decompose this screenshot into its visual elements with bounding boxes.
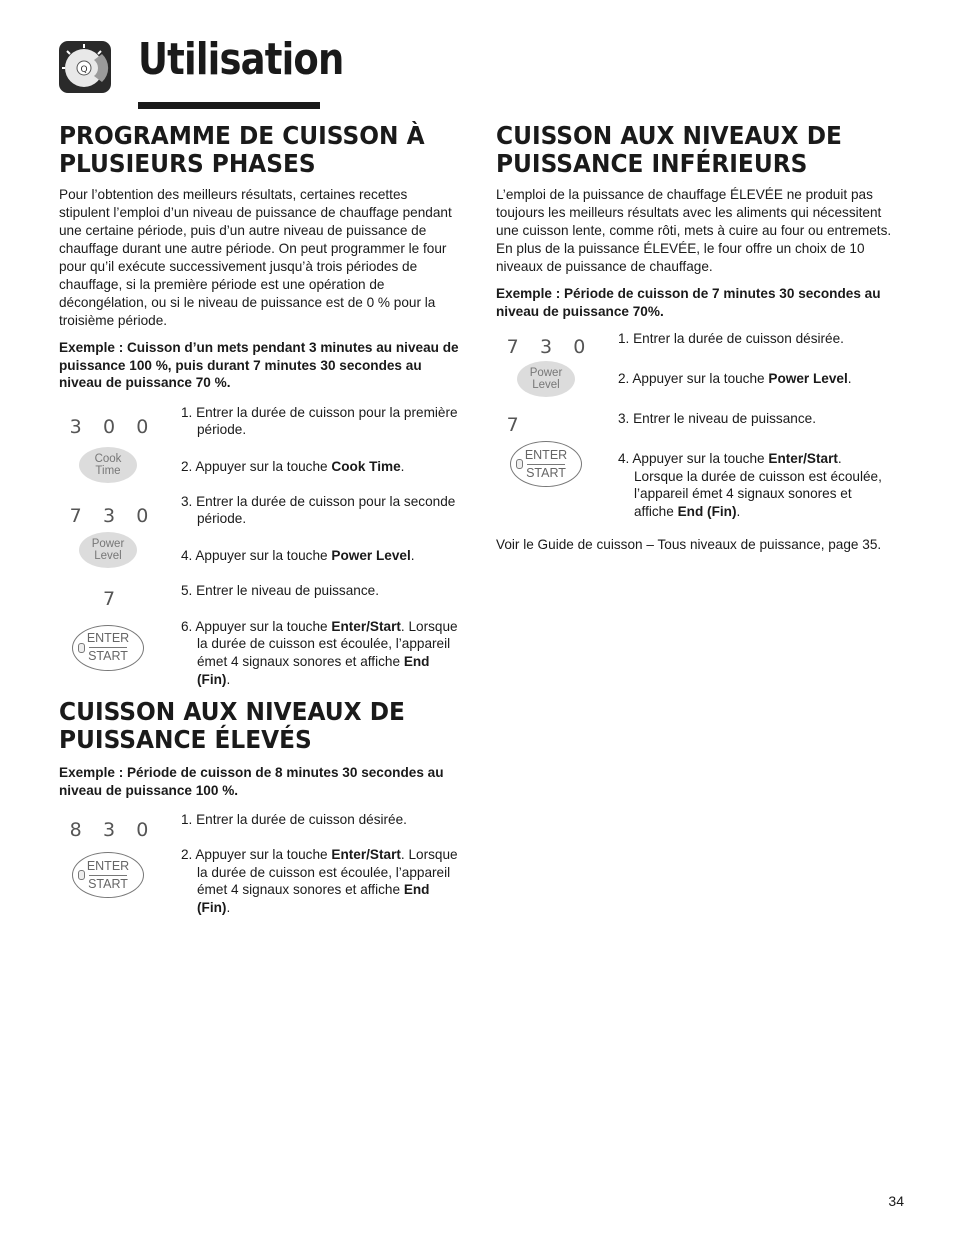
section-heading: PROGRAMME DE CUISSON À PLUSIEURS PHASES	[59, 121, 425, 178]
digit-keys: 8 3 0	[69, 819, 149, 841]
enter-start-key: ENTER START	[510, 441, 582, 487]
step-3: 3. Entrer la durée de cuisson pour la seconde période.	[181, 493, 456, 527]
section-heading: CUISSON AUX NIVEAUX DE PUISSANCE ÉLEVÉS	[59, 697, 405, 754]
step-1: 1. Entrer la durée de cuisson désirée.	[618, 331, 844, 346]
footnote-text: Voir le Guide de cuisson – Tous niveaux de puissance, page 35.	[496, 537, 882, 552]
steps-list	[59, 807, 459, 937]
section-low-power	[496, 122, 892, 554]
section-intro: Pour l’obtention des meilleurs résultats, certaines recettes stipulent l’emploi d’un niveau de puissance de chauffage pendant une certaine période, puis d’un autre niveau de puissance de chauffage durant une autre période. On peut programmer le four pour qu’il exécute successivement jusqu’à trois périodes de chauffage, si la première période est une opération de décongélation, ou si le niveau de puissance est de 0 % pour la troisième période.	[59, 187, 452, 328]
step-4: 4. Appuyer sur la touche Power Level.	[181, 547, 415, 563]
example-text: Exemple : Cuisson d’un mets pendant 3 minutes au niveau de puissance 100 %, puis durant 7 minutes 30 secondes au niveau de puissance 70 %.	[59, 340, 459, 390]
enter-start-key: ENTER START	[72, 625, 144, 671]
section-intro: L’emploi de la puissance de chauffage ÉLEVÉE ne produit pas toujours les meilleurs résultats avec les aliments qui nécessitent une cuisson lente, comme rôti, mets à cuire au four ou entremets. En plus de la puissance ÉLEVÉE, le four offre un choix de 10 niveaux de puissance de chauffage.	[496, 187, 892, 274]
step-6: 6. Appuyer sur la touche Enter/Start. Lorsque la durée de cuisson est écoulée, l’appareil émet 4 signaux sonores et affiche End (Fin).	[181, 618, 458, 687]
key-led-icon	[78, 870, 85, 880]
step-2: 2. Appuyer sur la touche Power Level.	[618, 371, 852, 386]
step-1: 1. Entrer la durée de cuisson pour la première période.	[181, 404, 458, 438]
page-number: 34	[888, 1193, 904, 1209]
power-level-key: Power Level	[79, 532, 137, 568]
utilisation-dial-icon	[58, 40, 112, 94]
digit-keys: 7	[506, 414, 519, 436]
digit-keys: 7	[102, 587, 116, 610]
key-led-icon	[516, 459, 523, 469]
digit-keys: 7 3 0	[69, 504, 149, 527]
enter-start-key: ENTER START	[72, 852, 144, 898]
section-multi-phase	[59, 122, 459, 700]
section-heading: CUISSON AUX NIVEAUX DE PUISSANCE INFÉRIEURS	[496, 121, 842, 178]
step-1: 1. Entrer la durée de cuisson désirée.	[181, 812, 407, 827]
left-column	[59, 121, 459, 916]
cook-time-key: Cook Time	[79, 447, 137, 483]
step-5: 5. Entrer le niveau de puissance.	[181, 582, 379, 598]
step-2: 2. Appuyer sur la touche Cook Time.	[181, 458, 405, 474]
power-level-key: Power Level	[517, 361, 575, 397]
title-rule	[138, 102, 320, 109]
steps-list	[59, 400, 459, 700]
step-4: 4. Appuyer sur la touche Enter/Start. Lorsque la durée de cuisson est écoulée, l’appareil émet 4 signaux sonores et affiche End (Fin).	[618, 451, 882, 520]
svg-text:Q: Q	[80, 65, 88, 75]
right-column	[496, 122, 892, 554]
example-text: Exemple : Période de cuisson de 7 minutes 30 secondes au niveau de puissance 70%.	[496, 286, 881, 319]
page-title: Utilisation	[138, 34, 344, 85]
step-3: 3. Entrer le niveau de puissance.	[618, 411, 816, 426]
example-text: Exemple : Période de cuisson de 8 minutes 30 secondes au niveau de puissance 100 %.	[59, 765, 444, 798]
key-led-icon	[78, 643, 85, 653]
step-2: 2. Appuyer sur la touche Enter/Start. Lorsque la durée de cuisson est écoulée, l’appareil émet 4 signaux sonores et affiche End (Fin).	[181, 847, 458, 916]
steps-list	[496, 328, 892, 528]
digit-keys: 7 3 0	[506, 336, 586, 358]
digit-keys: 3 0 0	[69, 415, 149, 438]
section-high-power	[59, 698, 459, 937]
